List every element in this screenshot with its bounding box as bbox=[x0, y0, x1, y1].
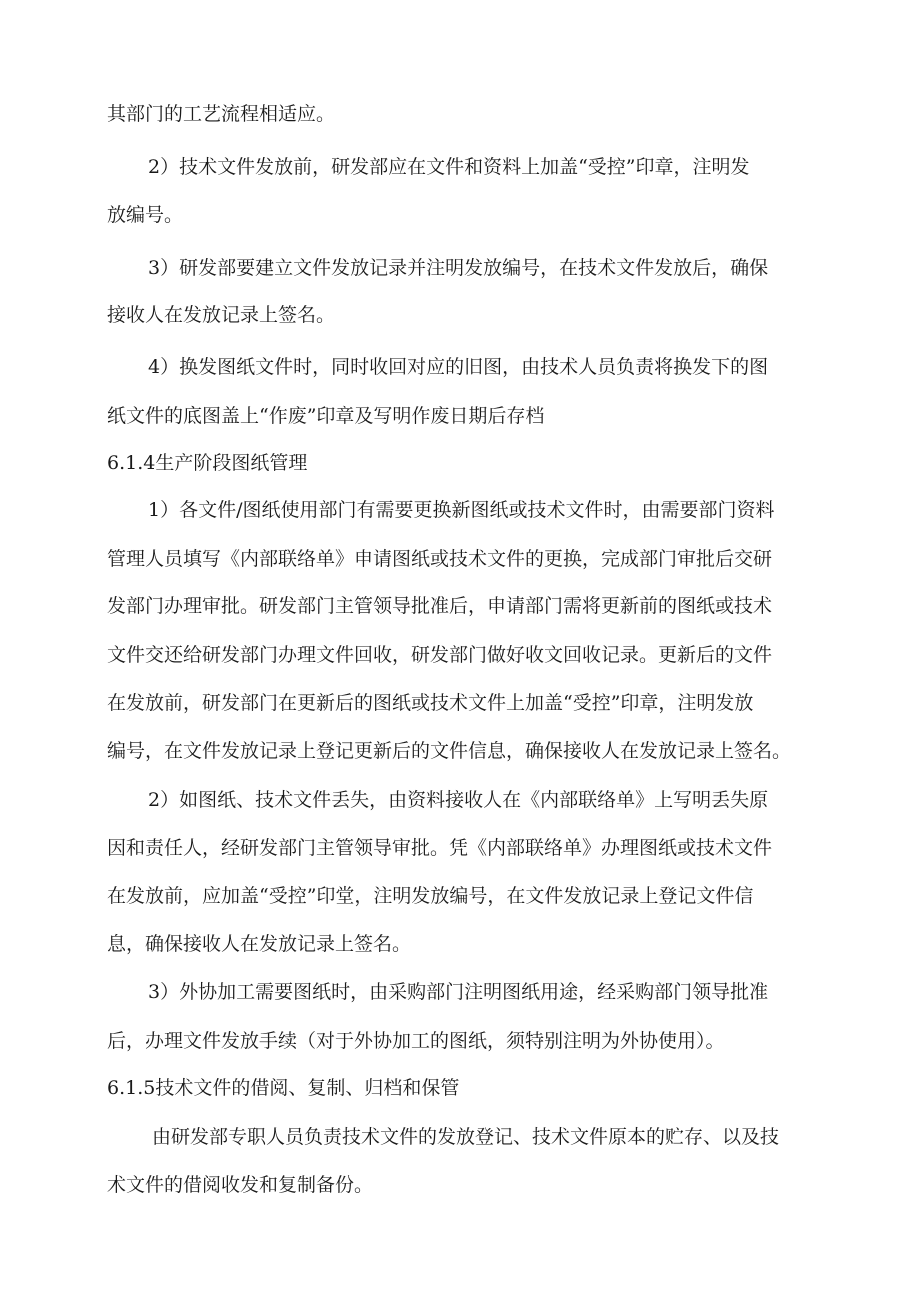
paragraph-3-line-2: 后，办理文件发放手续（对于外协加工的图纸，须特别注明为外协使用）。 bbox=[107, 1030, 725, 1052]
paragraph-2-line-3: 在发放前，应加盖“受控”印堂，注明发放编号，在文件发放记录上登记文件信 bbox=[107, 885, 754, 907]
list-item-2-line-2: 放编号。 bbox=[107, 204, 184, 226]
list-item-3-line-1: 3）研发部要建立文件发放记录并注明发放编号，在技术文件发放后，确保 bbox=[148, 257, 769, 279]
text-line: 其部门的工艺流程相适应。 bbox=[107, 103, 336, 125]
list-item-3-line-2: 接收人在发放记录上签名。 bbox=[107, 304, 336, 326]
paragraph-1-line-3: 发部门办理审批。研发部门主管领导批准后，申请部门需将更新前的图纸或技术 bbox=[107, 595, 773, 617]
list-item-2-line-1: 2）技术文件发放前，研发部应在文件和资料上加盖“受控”印章，注明发 bbox=[148, 156, 750, 178]
paragraph-4-line-2: 术文件的借阅收发和复制备份。 bbox=[107, 1174, 374, 1196]
paragraph-2-line-4: 息，确保接收人在发放记录上签名。 bbox=[107, 933, 412, 955]
list-item-4-line-1: 4）换发图纸文件时，同时收回对应的旧图，由技术人员负责将换发下的图 bbox=[148, 356, 769, 378]
paragraph-4-line-1: 由研发部专职人员负责技术文件的发放登记、技术文件原本的贮存、以及技 bbox=[152, 1126, 780, 1148]
paragraph-1-line-5: 在发放前，研发部门在更新后的图纸或技术文件上加盖“受控”印章，注明发放 bbox=[107, 692, 754, 714]
paragraph-1-line-1: 1）各文件/图纸使用部门有需要更换新图纸或技术文件时，由需要部门资料 bbox=[148, 499, 775, 521]
section-heading-6-1-4: 6.1.4生产阶段图纸管理 bbox=[107, 452, 308, 474]
paragraph-1-line-4: 文件交还给研发部门办理文件回收，研发部门做好收文回收记录。更新后的文件 bbox=[107, 644, 773, 666]
paragraph-1-line-2: 管理人员填写《内部联络单》申请图纸或技术文件的更换，完成部门审批后交研 bbox=[107, 548, 773, 570]
paragraph-3-line-1: 3）外协加工需要图纸时，由采购部门注明图纸用途，经采购部门领导批准 bbox=[148, 981, 769, 1003]
paragraph-1-line-6: 编号，在文件发放记录上登记更新后的文件信息，确保接收人在发放记录上签名。 bbox=[107, 740, 792, 762]
section-heading-6-1-5: 6.1.5技术文件的借阅、复制、归档和保管 bbox=[107, 1077, 460, 1099]
list-item-4-line-2: 纸文件的底图盖上“作废”印章及写明作废日期后存档 bbox=[107, 405, 545, 427]
paragraph-2-line-1: 2）如图纸、技术文件丢失，由资料接收人在《内部联络单》上写明丢失原 bbox=[148, 789, 769, 811]
paragraph-2-line-2: 因和责任人，经研发部门主管领导审批。凭《内部联络单》办理图纸或技术文件 bbox=[107, 837, 773, 859]
